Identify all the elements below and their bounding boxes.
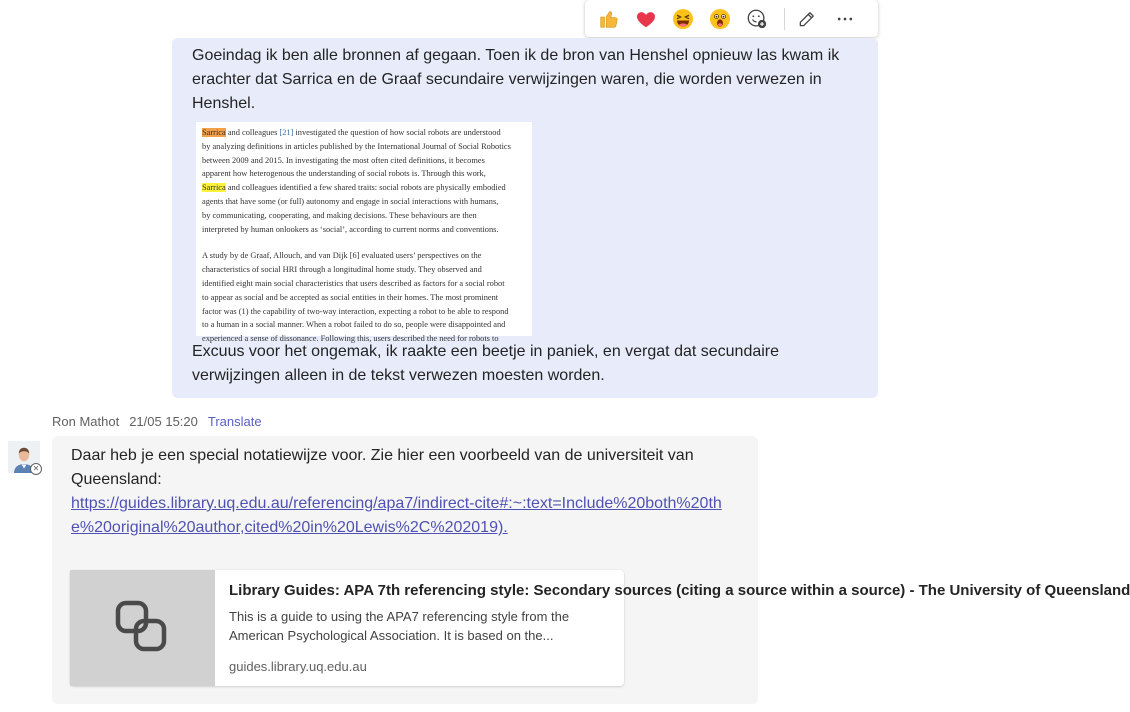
link-preview-thumbnail — [70, 570, 215, 686]
image-line: apparent how heterogenous the understanding of social robots is. Through this work, — [202, 169, 486, 179]
my-message-text-followup: Excuus voor het ongemak, ik raakte een beetje in paniek, en vergat dat secundaire verwijzingen alleen in de tekst verwezen moesten worden. — [192, 343, 780, 384]
reaction-bar — [585, 0, 878, 37]
link-preview-title[interactable]: Library Guides: APA 7th referencing style: Secondary sources (citing a source within a source) - The University of Queensland — [229, 582, 1130, 599]
my-message-text: Goeindag ik ben alle bronnen af gegaan. Toen ik de bron van Henshel opnieuw las kwam ik erachter dat Sarrica en de Graaf secundaire verwijzingen waren, die worden verwezen in Henshel. — [192, 47, 840, 112]
link-preview-card[interactable] — [70, 570, 1130, 686]
image-line: by analyzing definitions in articles published by the International Journal of Social Robotics — [202, 141, 511, 151]
link-copy-icon — [114, 599, 172, 657]
translate-link[interactable]: Translate — [207, 414, 262, 429]
like-reaction-icon[interactable] — [595, 5, 622, 32]
surprised-reaction-icon[interactable] — [706, 5, 733, 32]
image-line: A study by de Graaf, Allouch, and van Dijk [6] evaluated users’ perspectives on the — [202, 251, 482, 261]
message-link[interactable]: https://guides.library.uq.edu.au/referencing/apa7/indirect-cite#:~:text=Include%20both%20the%20original%20author,cited%20in%20Lewis%2C%202019). — [71, 495, 722, 536]
message-timestamp: 21/05 15:20 — [129, 414, 198, 429]
image-paragraph-1 — [202, 126, 526, 236]
image-line: experienced a sense of dissonance. Following this, users described the need for robots to — [202, 334, 499, 344]
heart-reaction-icon[interactable] — [632, 5, 659, 32]
image-line: interpreted by human onlookers as ‘social’, according to current norms and conventions. — [202, 224, 499, 234]
other-message-text: Daar heb je een special notatiewijze voor. Zie hier een voorbeeld van de universiteit van Queensland: — [71, 447, 694, 488]
image-line: by communicating, cooperating, and making decisions. These behaviours are then — [202, 210, 477, 220]
link-preview-domain: guides.library.uq.edu.au — [229, 659, 367, 674]
image-line: identified eight main social characteristics that users described as factors for a social robot — [202, 278, 505, 288]
author-name: Ron Mathot — [52, 414, 120, 429]
image-line: between 2009 and 2015. In investigating the most often cited definitions, it becomes — [202, 155, 485, 165]
more-options-icon[interactable] — [833, 7, 857, 31]
edit-icon[interactable] — [795, 7, 819, 31]
image-line: to appear as social and be accepted as social entities in their homes. The most prominent — [202, 292, 499, 302]
message-header — [52, 414, 262, 429]
embedded-screenshot-image[interactable] — [196, 122, 532, 344]
link-preview-description: This is a guide to using the APA7 referencing style from the American Psychological Association. It is based on the... — [229, 609, 570, 643]
offline-status-icon: ✕ — [30, 463, 42, 475]
image-line: Sarrica and colleagues [21] investigated the question of how social robots are understood — [202, 128, 501, 137]
image-line: characteristics of social HRI through a longitudinal home study. They observed and — [202, 265, 482, 275]
image-line: to a human in a social manner. When a robot failed to do so, people were disappointed and — [202, 320, 506, 330]
toolbar-divider — [784, 8, 785, 30]
image-line: Sarrica and colleagues identified a few shared traits: social robots are physically embodied — [202, 183, 506, 193]
image-line: agents that have some (or full) autonomy and engage in social interactions with humans, — [202, 196, 499, 206]
other-message-bubble[interactable] — [52, 436, 1130, 704]
laugh-reaction-icon[interactable] — [669, 5, 696, 32]
add-reaction-icon[interactable] — [743, 5, 770, 32]
my-message-bubble[interactable] — [172, 38, 878, 398]
image-line: factor was (1) the capability of two-way interaction, expecting a robot to be able to respond — [202, 306, 509, 316]
image-paragraph-2 — [202, 249, 526, 346]
